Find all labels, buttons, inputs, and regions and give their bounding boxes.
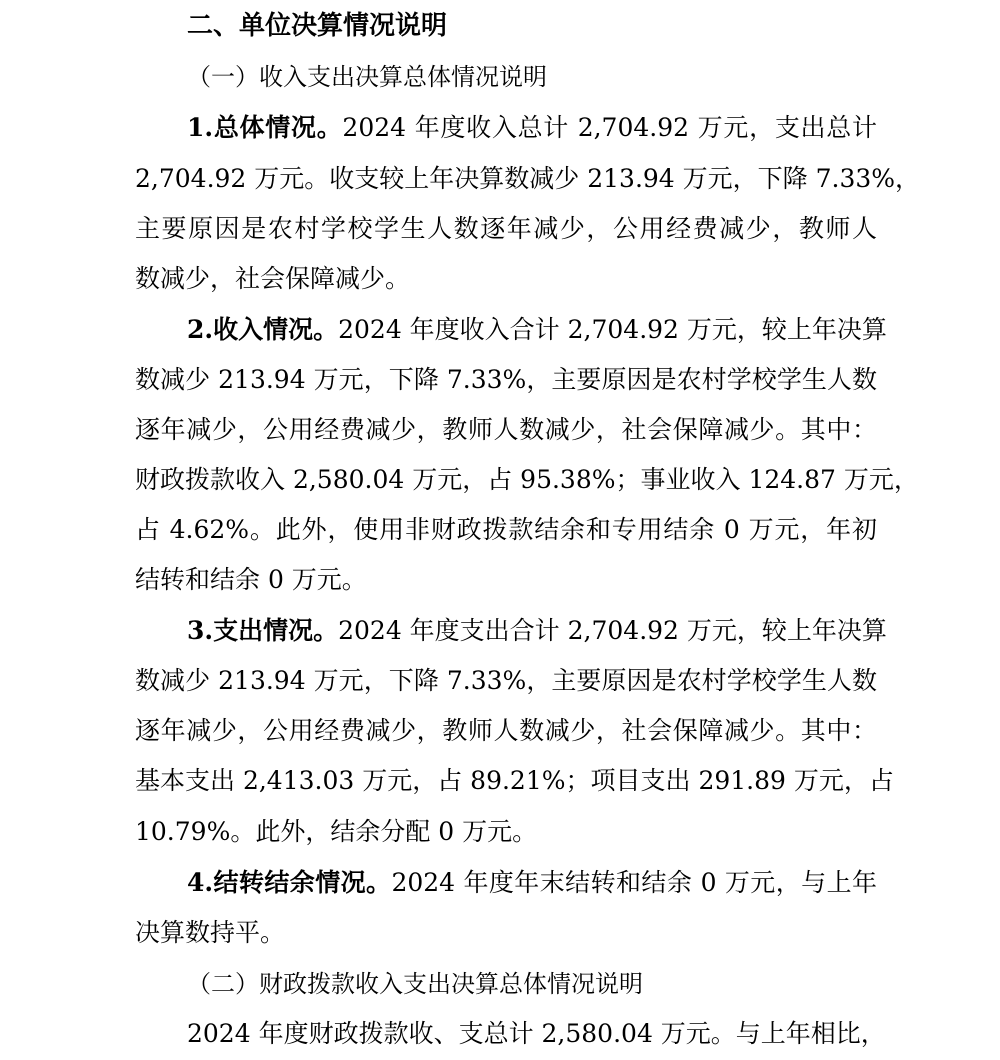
paragraph-3-line-4: 基本支出 2,413.03 万元，占 89.21%；项目支出 291.89 万元，占 bbox=[135, 766, 894, 795]
paragraph-2-line-1 bbox=[187, 313, 887, 347]
paragraph-4-label: 4.结转结余情况。 bbox=[187, 868, 392, 897]
paragraph-1-text: 2024 年度收入总计 2,704.92 万元，支出总计 bbox=[342, 113, 877, 142]
paragraph-5-line-1: 2024 年度财政拨款收、支总计 2,580.04 万元。与上年相比， bbox=[187, 1019, 886, 1048]
paragraph-2-line-4: 财政拨款收入 2,580.04 万元，占 95.38%；事业收入 124.87 万元， bbox=[135, 465, 919, 494]
paragraph-4-line-1 bbox=[187, 866, 877, 900]
paragraph-1-line-3: 主要原因是农村学校学生人数逐年减少，公用经费减少，教师人 bbox=[135, 214, 877, 243]
subsection-heading-1: （一）收入支出决算总体情况说明 bbox=[187, 63, 547, 91]
paragraph-3-line-1 bbox=[187, 614, 887, 648]
paragraph-3-line-5: 10.79%。此外，结余分配 0 万元。 bbox=[135, 817, 538, 846]
paragraph-3-text: 2024 年度支出合计 2,704.92 万元，较上年决算 bbox=[338, 616, 887, 645]
paragraph-2-label: 2.收入情况。 bbox=[187, 315, 339, 344]
paragraph-3-label: 3.支出情况。 bbox=[187, 616, 339, 645]
paragraph-3-line-3: 逐年减少，公用经费减少，教师人数减少，社会保障减少。其中： bbox=[135, 716, 877, 745]
paragraph-1-line-1 bbox=[187, 111, 877, 145]
paragraph-1-label: 1.总体情况。 bbox=[187, 113, 343, 142]
section-heading: 二、单位决算情况说明 bbox=[187, 11, 448, 41]
paragraph-2-line-5: 占 4.62%。此外，使用非财政拨款结余和专用结余 0 万元，年初 bbox=[135, 515, 877, 544]
paragraph-4-line-2: 决算数持平。 bbox=[135, 918, 286, 947]
paragraph-2-line-2: 数减少 213.94 万元，下降 7.33%，主要原因是农村学校学生人数 bbox=[135, 365, 877, 394]
subsection-heading-2: （二）财政拨款收入支出决算总体情况说明 bbox=[187, 970, 643, 998]
paragraph-1-line-4: 数减少，社会保障减少。 bbox=[135, 264, 411, 293]
paragraph-2-text: 2024 年度收入合计 2,704.92 万元，较上年决算 bbox=[338, 315, 887, 344]
paragraph-2-line-3: 逐年减少，公用经费减少，教师人数减少，社会保障减少。其中： bbox=[135, 415, 877, 444]
paragraph-4-text: 2024 年度年末结转和结余 0 万元，与上年 bbox=[391, 868, 877, 897]
paragraph-1-line-2: 2,704.92 万元。收支较上年决算数减少 213.94 万元，下降 7.33%， bbox=[135, 164, 921, 193]
paragraph-2-line-6: 结转和结余 0 万元。 bbox=[135, 565, 367, 594]
paragraph-3-line-2: 数减少 213.94 万元，下降 7.33%，主要原因是农村学校学生人数 bbox=[135, 666, 877, 695]
